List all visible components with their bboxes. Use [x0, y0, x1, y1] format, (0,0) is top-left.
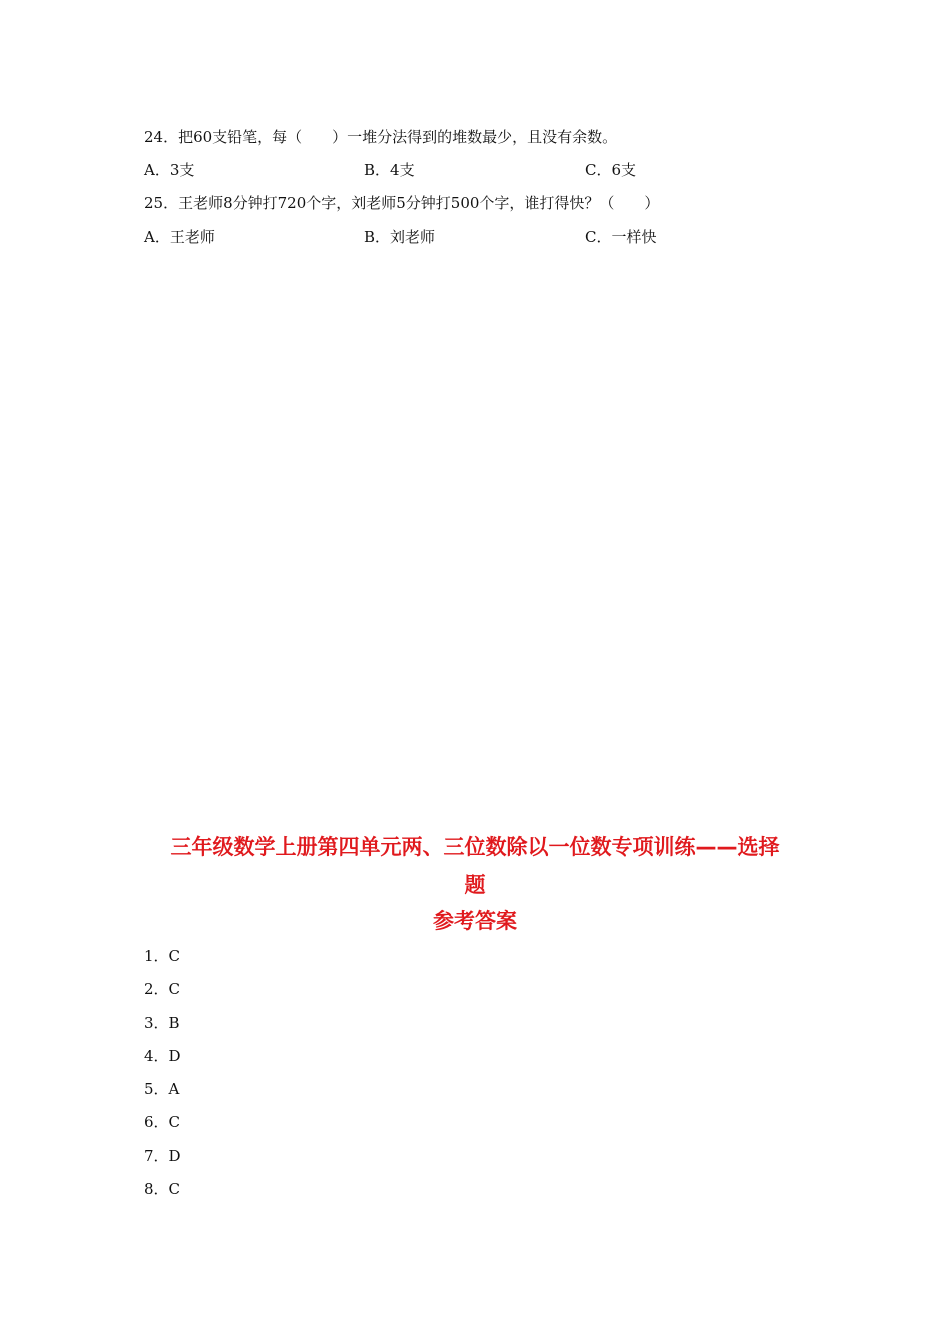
answer-section-title-line2: 题 — [464, 873, 486, 897]
answer-item: 3．B — [144, 1013, 180, 1032]
answer-section-title-line1: 三年级数学上册第四单元两、三位数除以一位数专项训练——选择 — [170, 835, 780, 859]
answer-item: 4．D — [144, 1046, 181, 1065]
answer-section-subtitle: 参考答案 — [433, 909, 517, 933]
question-25-text: 25．王老师8分钟打720个字，刘老师5分钟打500个字，谁打得快？（ ） — [144, 194, 660, 212]
question-25-option-a: A．王老师 — [144, 228, 215, 246]
answer-item: 5．A — [144, 1080, 180, 1099]
answer-item: 8．C — [144, 1180, 181, 1199]
answer-item: 6．C — [144, 1113, 181, 1132]
question-25-option-b: B．刘老师 — [364, 228, 436, 246]
question-24-option-a: A．3支 — [144, 161, 195, 179]
question-25-options — [144, 227, 844, 247]
question-24-option-b: B．4支 — [364, 161, 415, 179]
question-24-options — [144, 160, 844, 180]
question-25-option-c: C．一样快 — [585, 228, 657, 246]
question-24-option-c: C．6支 — [585, 161, 637, 179]
answer-list — [144, 946, 181, 1212]
answer-item: 2．C — [144, 980, 181, 999]
question-24-text: 24．把60支铅笔，每（ ）一堆分法得到的堆数最少，且没有余数。 — [144, 128, 618, 146]
answer-item: 1．C — [144, 947, 181, 965]
answer-item: 7．D — [144, 1146, 181, 1165]
